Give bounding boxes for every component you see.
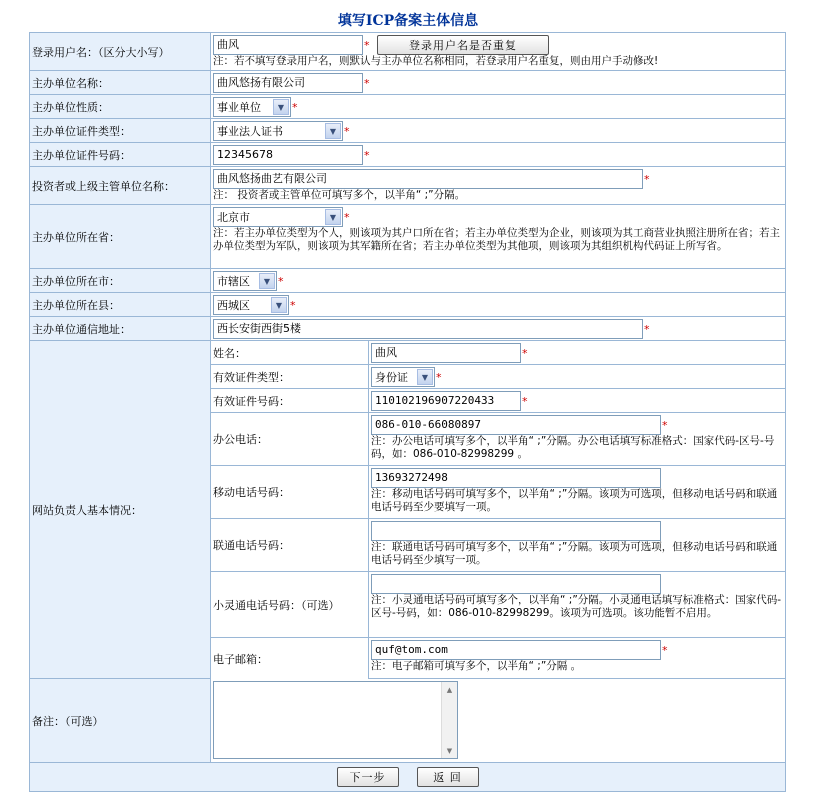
- row-actions: [30, 763, 785, 791]
- required-mark: *: [662, 418, 668, 432]
- row-remarks: [30, 679, 785, 763]
- investor-note: 注： 投资者或主管单位可填写多个，以半角“ ;”分隔。: [213, 189, 466, 201]
- required-mark: *: [292, 100, 298, 114]
- org-name-label: 主办单位名称：: [30, 71, 211, 94]
- sub-row-id-no: [211, 389, 785, 413]
- login-note: 注：若不填写登录用户名，则默认与主办单位名称相同，若登录用户名重复，则由用户手动修改!: [213, 55, 659, 67]
- row-org-name: [30, 71, 785, 95]
- icp-form: [29, 32, 786, 792]
- cert-type-select[interactable]: [213, 121, 343, 141]
- scroll-down-icon[interactable]: ▼: [446, 746, 453, 755]
- cert-type-value: 事业法人证书: [217, 125, 283, 138]
- office-phone-note: 注：办公电话可填写多个，以半角“ ;”分隔。办公电话填写标准格式：国家代码-区号-号码，如：086-010-82998299 。: [371, 435, 775, 460]
- row-cert-no: [30, 143, 785, 167]
- scroll-up-icon[interactable]: ▲: [446, 685, 453, 694]
- city-value: 市辖区: [217, 275, 250, 288]
- email-input[interactable]: quf@tom.com: [371, 640, 661, 660]
- row-county: [30, 293, 785, 317]
- province-value: 北京市: [217, 211, 250, 224]
- sub-row-name: [211, 341, 785, 365]
- chevron-down-icon: ▼: [259, 273, 275, 289]
- mobile-input[interactable]: 13693272498: [371, 468, 661, 488]
- row-address: [30, 317, 785, 341]
- required-mark: *: [662, 643, 668, 657]
- resp-name-input[interactable]: 曲风: [371, 343, 521, 363]
- resp-id-no-label: 有效证件号码：: [211, 389, 369, 412]
- chevron-down-icon: ▼: [271, 297, 287, 313]
- cert-no-label: 主办单位证件号码：: [30, 143, 211, 166]
- county-label: 主办单位所在县：: [30, 293, 211, 316]
- row-investor: [30, 167, 785, 205]
- responsible-label: 网站负责人基本情况：: [30, 341, 211, 678]
- address-label: 主办单位通信地址：: [30, 317, 211, 340]
- resp-unicom-label: 联通电话号码：: [211, 519, 369, 571]
- resp-email-label: 电子邮箱：: [211, 638, 369, 679]
- resp-id-no-input[interactable]: 110102196907220433: [371, 391, 521, 411]
- sub-row-email: [211, 638, 785, 679]
- sub-row-phs: [211, 572, 785, 638]
- address-input[interactable]: 西长安街西街5楼: [213, 319, 643, 339]
- login-label: 登录用户名：（区分大小写）: [30, 33, 211, 70]
- required-mark: *: [364, 76, 370, 90]
- remarks-scrollbar[interactable]: [441, 682, 457, 758]
- phs-input[interactable]: [371, 574, 661, 594]
- province-note: 注：若主办单位类型为个人，则该项为其户口所在省；若主办单位类型为企业，则该项为其工商营业执照注册所在省；若主办单位类型为军队，则该项为其军籍所在省；若主办单位类型为其他项，则该项为其组织机构代码证上所写省。: [213, 227, 780, 252]
- required-mark: *: [522, 346, 528, 360]
- required-mark: *: [344, 210, 350, 224]
- chevron-down-icon: ▼: [325, 123, 341, 139]
- county-select[interactable]: [213, 295, 289, 315]
- mobile-note: 注：移动电话号码可填写多个，以半角“ ;”分隔。该项为可选项，但移动电话号码和联通电话号码至少要填写一项。: [371, 488, 778, 513]
- cert-type-label: 主办单位证件类型：: [30, 119, 211, 142]
- org-name-input[interactable]: 曲风悠扬有限公司: [213, 73, 363, 93]
- required-mark: *: [344, 124, 350, 138]
- resp-office-phone-label: 办公电话：: [211, 413, 369, 465]
- org-nature-label: 主办单位性质：: [30, 95, 211, 118]
- resp-id-type-select[interactable]: [371, 367, 435, 387]
- row-org-nature: [30, 95, 785, 119]
- required-mark: *: [522, 394, 528, 408]
- county-value: 西城区: [217, 299, 250, 312]
- required-mark: *: [436, 370, 442, 384]
- row-login: [30, 33, 785, 71]
- required-mark: *: [364, 148, 370, 162]
- chevron-down-icon: ▼: [325, 209, 341, 225]
- remarks-label: 备注：（可选）: [30, 679, 211, 762]
- resp-phs-label: 小灵通电话号码：（可选）: [211, 572, 369, 637]
- city-select[interactable]: [213, 271, 277, 291]
- resp-name-label: 姓名：: [211, 341, 369, 364]
- resp-id-type-label: 有效证件类型：: [211, 365, 369, 388]
- required-mark: *: [364, 38, 370, 52]
- resp-mobile-label: 移动电话号码：: [211, 466, 369, 518]
- login-input[interactable]: 曲风: [213, 35, 363, 55]
- required-mark: *: [644, 322, 650, 336]
- row-responsible: [30, 341, 785, 679]
- remarks-textarea[interactable]: [213, 681, 458, 759]
- row-city: [30, 269, 785, 293]
- email-note: 注：电子邮箱可填写多个，以半角“ ;”分隔 。: [371, 660, 582, 672]
- sub-row-id-type: [211, 365, 785, 389]
- page-title: 填写ICP备案主体信息: [337, 13, 479, 29]
- cert-no-input[interactable]: 12345678: [213, 145, 363, 165]
- chevron-down-icon: ▼: [273, 99, 289, 115]
- unicom-note: 注：联通电话号码可填写多个，以半角“ ;”分隔。该项为可选项，但移动电话号码和联通电话号码至少填写一项。: [371, 541, 778, 566]
- office-phone-input[interactable]: 086-010-66080897: [371, 415, 661, 435]
- chevron-down-icon: ▼: [417, 369, 433, 385]
- required-mark: *: [290, 298, 296, 312]
- sub-row-unicom: [211, 519, 785, 572]
- unicom-input[interactable]: [371, 521, 661, 541]
- org-nature-value: 事业单位: [217, 101, 261, 114]
- investor-label: 投资者或上级主管单位名称：: [30, 167, 211, 204]
- check-login-duplicate-button[interactable]: 登录用户名是否重复: [377, 35, 549, 55]
- province-select[interactable]: [213, 207, 343, 227]
- back-button[interactable]: 返 回: [417, 767, 479, 787]
- province-label: 主办单位所在省：: [30, 205, 211, 268]
- sub-row-mobile: [211, 466, 785, 519]
- resp-id-type-value: 身份证: [375, 371, 408, 384]
- sub-row-office-phone: [211, 413, 785, 466]
- required-mark: *: [278, 274, 284, 288]
- next-step-button[interactable]: 下一步: [337, 767, 399, 787]
- investor-input[interactable]: 曲风悠扬曲艺有限公司: [213, 169, 643, 189]
- city-label: 主办单位所在市：: [30, 269, 211, 292]
- row-province: [30, 205, 785, 269]
- phs-note: 注：小灵通电话号码可填写多个，以半角“ ;”分隔。小灵通电话填写标准格式：国家代码-区号-号码，如：086-010-82998299。该项为可选项。该功能暂不启用。: [371, 594, 782, 619]
- org-nature-select[interactable]: [213, 97, 291, 117]
- required-mark: *: [644, 172, 650, 186]
- row-cert-type: [30, 119, 785, 143]
